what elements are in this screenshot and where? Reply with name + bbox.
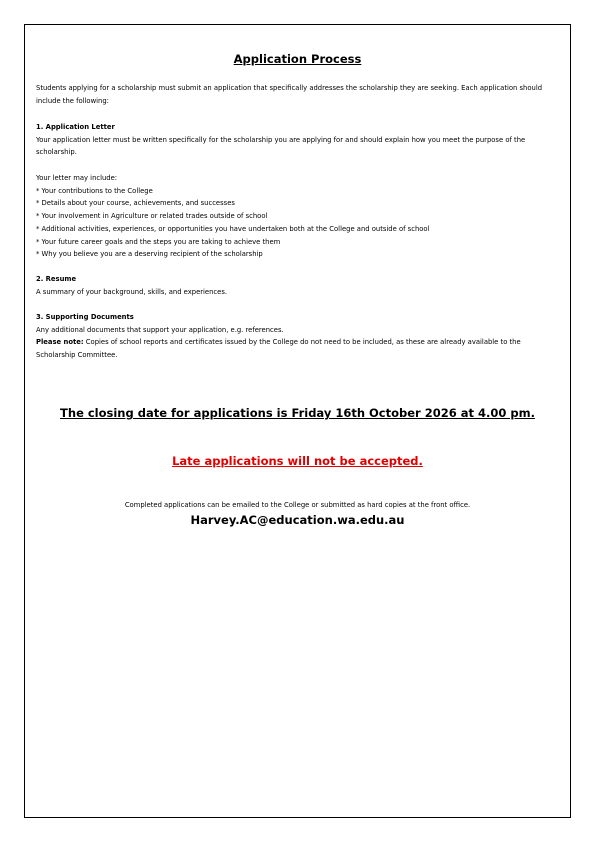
note-paragraph xyxy=(36,336,559,361)
section-application-letter xyxy=(36,121,559,159)
note-text: Copies of school reports and certificates issued by the College do not need to be included, as these are already available to the Scholarship Committee. xyxy=(36,338,521,360)
list-item: * Your contributions to the College xyxy=(36,186,153,195)
list-item: * Your involvement in Agriculture or related trades outside of school xyxy=(36,212,268,221)
section-resume xyxy=(36,273,559,298)
section-heading: 1. Application Letter xyxy=(36,123,115,131)
list-intro: Your letter may include: xyxy=(36,174,118,182)
section-heading: 2. Resume xyxy=(36,275,77,283)
contact-email[interactable]: Harvey.AC@education.wa.edu.au xyxy=(190,513,405,527)
list-item: * Your future career goals and the steps you are taking to achieve them xyxy=(36,237,281,246)
list-item: * Details about your course, achievements, and successes xyxy=(36,199,235,208)
submission-info: Completed applications can be emailed to the College or submitted as hard copies at the front office. xyxy=(124,501,471,509)
intro-paragraph: Students applying for a scholarship must submit an application that specifically addresses the scholarship they are seeking. Each application should include the following: xyxy=(36,84,543,105)
section-heading: 3. Supporting Documents xyxy=(36,313,134,321)
section-supporting-documents xyxy=(36,311,559,362)
letter-contents-list xyxy=(36,172,559,261)
bullet-list xyxy=(36,185,559,261)
list-item: * Additional activities, experiences, or opportunities you have undertaken both at the College and outside of school xyxy=(36,224,430,233)
late-applications-notice: Late applications will not be accepted. xyxy=(172,454,423,468)
section-text: A summary of your background, skills, and experiences. xyxy=(36,287,228,296)
section-text: Any additional documents that support your application, e.g. references. xyxy=(36,325,284,334)
page-title: Application Process xyxy=(233,52,362,66)
closing-date-notice: The closing date for applications is Friday 16th October 2026 at 4.00 pm. xyxy=(60,406,535,420)
section-text: Your application letter must be written specifically for the scholarship you are applying for and should explain how you meet the purpose of the scholarship. xyxy=(36,135,526,157)
list-item: * Why you believe you are a deserving recipient of the scholarship xyxy=(36,250,263,259)
note-label: Please note: xyxy=(36,338,84,347)
